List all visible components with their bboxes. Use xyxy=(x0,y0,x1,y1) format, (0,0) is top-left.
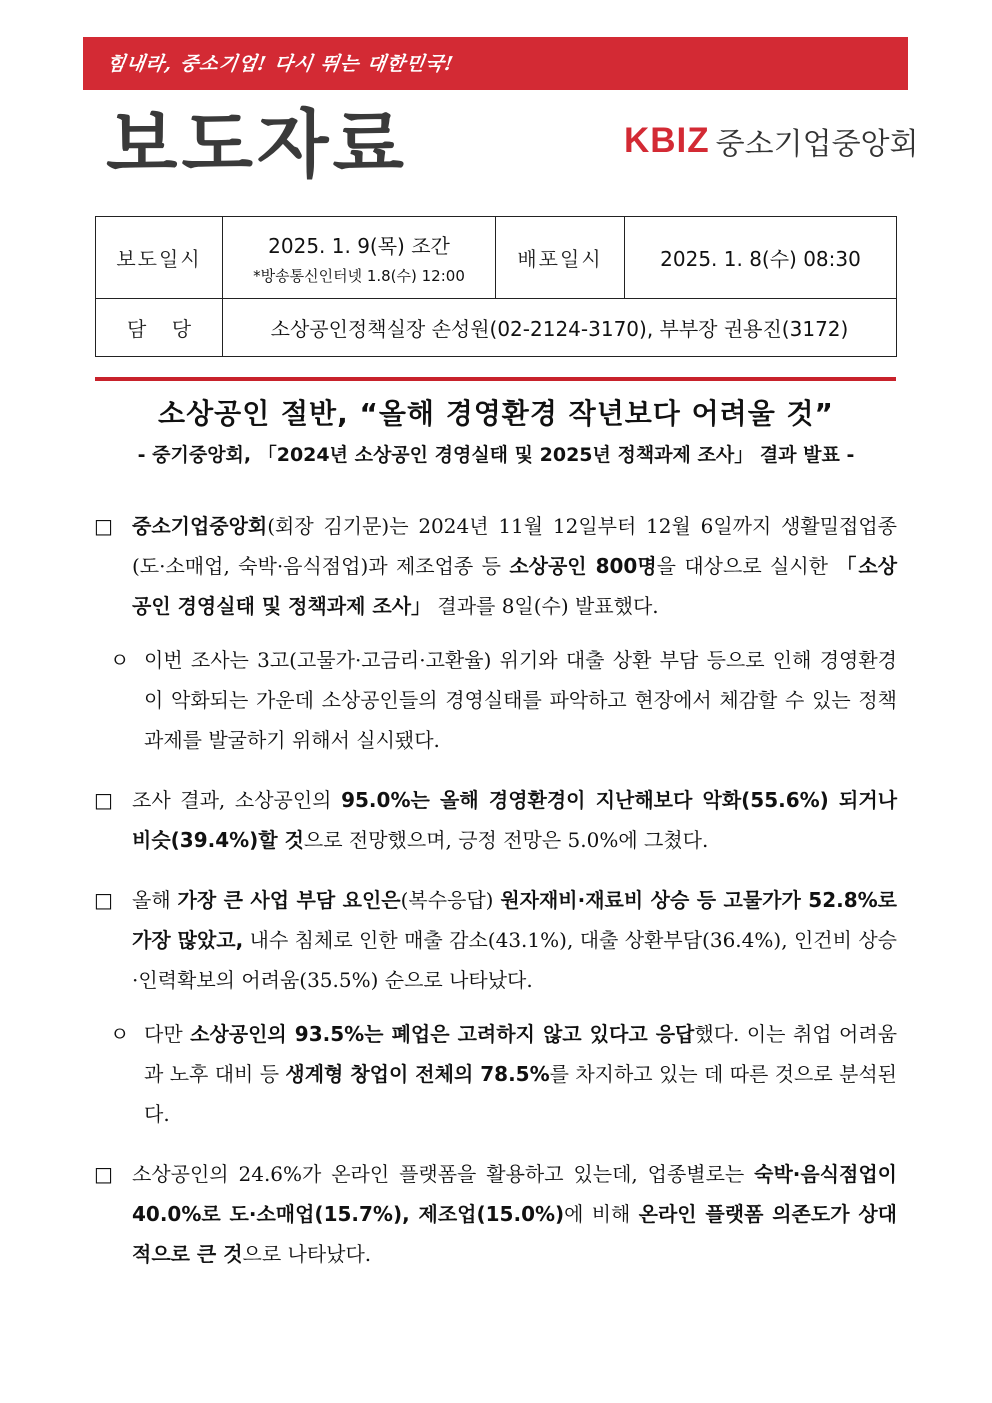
text: 올해 xyxy=(132,888,178,912)
text: 이번 조사는 3고(고물가·고금리·고환율) 위기와 대출 상환 부담 등으로 인해 경영환경이 악화되는 가운데 소상공인들의 경영실태를 파악하고 현장에서 체감할 수 있는 정책과제를 발굴하기 위해서 실시됐다. xyxy=(144,648,897,752)
subheadline: - 중기중앙회, 「2024년 소상공인 경영실태 및 2025년 정책과제 조사」 결과 발표 - xyxy=(137,444,855,466)
text-bold: 가장 큰 사업 부담 요인은 xyxy=(177,888,401,912)
text-bold: 온라인 플랫폼 의존도가 상대적으로 큰 것 xyxy=(132,1202,897,1266)
release-date-cell xyxy=(223,217,496,299)
text: 을 대상으로 실시한 xyxy=(656,554,837,578)
circle-bullet-icon: ㅇ xyxy=(110,1022,130,1046)
release-date-label: 보도일시 xyxy=(96,217,223,299)
distribution-date-value: 2025. 1. 8(수) 08:30 xyxy=(625,217,897,299)
square-bullet-icon: □ xyxy=(94,888,113,912)
release-date-note: *방송통신인터넷 1.8(수) 12:00 xyxy=(253,266,465,285)
text: 조사 결과, 소상공인의 xyxy=(132,788,342,812)
release-info-table xyxy=(95,216,897,357)
logo-name: 중소기업중앙회 xyxy=(715,127,919,162)
paragraph-closure-intent xyxy=(94,1014,897,1134)
release-row xyxy=(96,217,897,299)
slogan-text: 힘내라, 중소기업! 다시 뛰는 대한민국! xyxy=(105,53,456,75)
square-bullet-icon: □ xyxy=(94,514,113,538)
section-divider xyxy=(95,377,896,381)
slogan-banner xyxy=(83,37,908,90)
text: 으로 전망했으며, 긍정 전망은 5.0%에 그쳤다. xyxy=(303,828,709,852)
text: 결과를 8일(수) 발표했다. xyxy=(431,594,659,618)
contact-row xyxy=(96,299,897,357)
logo-mark: KBIZ xyxy=(624,121,710,160)
distribution-date-label: 배포일시 xyxy=(496,217,625,299)
text: 다만 xyxy=(144,1022,191,1046)
text-bold: 생계형 창업이 전체의 78.5% xyxy=(285,1062,550,1086)
document-title: 보도자료 xyxy=(106,102,408,188)
text-bold: 소상공인 800명 xyxy=(509,554,657,578)
article-body xyxy=(94,506,897,1274)
text: 소상공인의 24.6%가 온라인 플랫폼을 활용하고 있는데, 업종별로는 xyxy=(132,1162,755,1186)
paragraph-outlook xyxy=(94,780,897,860)
kbiz-logo xyxy=(624,119,919,163)
paragraph-online-platform xyxy=(94,1154,897,1274)
text-bold: 원자재비·재료비 상승 등 고물가가 52.8%로 가장 많았고, xyxy=(132,888,897,952)
square-bullet-icon: □ xyxy=(94,788,113,812)
paragraph-burden-factors xyxy=(94,880,897,1000)
text: (복수응답) xyxy=(400,888,501,912)
text: 를 차지하고 있는 데 따른 것으로 분석된다. xyxy=(144,1062,898,1126)
text: 으로 나타났다. xyxy=(242,1242,372,1266)
paragraph-survey-purpose xyxy=(94,640,897,760)
text: 에 비해 xyxy=(564,1202,639,1226)
release-date-value: 2025. 1. 9(목) 조간 xyxy=(268,233,450,258)
contact-label: 담 당 xyxy=(96,299,223,357)
text-bold: 숙박·음식점업이 40.0%로 도·소매업(15.7%), 제조업(15.0%) xyxy=(132,1162,897,1226)
text: 했다. 이는 취업 어려움과 노후 대비 등 xyxy=(144,1022,898,1086)
headline: 소상공인 절반, “올해 경영환경 작년보다 어려울 것” xyxy=(158,397,834,430)
text-bold: 「소상공인 경영실태 및 정책과제 조사」 xyxy=(132,554,898,618)
circle-bullet-icon: ㅇ xyxy=(110,648,130,672)
contact-value: 소상공인정책실장 손성원(02-2124-3170), 부부장 권용진(3172) xyxy=(223,299,897,357)
text-bold: 소상공인의 93.5%는 폐업은 고려하지 않고 있다고 응답 xyxy=(190,1022,695,1046)
square-bullet-icon: □ xyxy=(94,1162,113,1186)
paragraph-survey-overview xyxy=(94,506,897,626)
text-bold: 중소기업중앙회 xyxy=(132,514,268,538)
text: 내수 침체로 인한 매출 감소(43.1%), 대출 상환부담(36.4%), 인건비 상승·인력확보의 어려움(35.5%) 순으로 나타났다. xyxy=(132,928,897,992)
text-bold: 95.0%는 올해 경영환경이 지난해보다 악화(55.6%) 되거나 비슷(39.4%)할 것 xyxy=(132,788,898,852)
text: (회장 김기문)는 2024년 11월 12일부터 12월 6일까지 생활밀접업종(도·소매업, 숙박·음식점업)과 제조업종 등 xyxy=(132,514,897,578)
